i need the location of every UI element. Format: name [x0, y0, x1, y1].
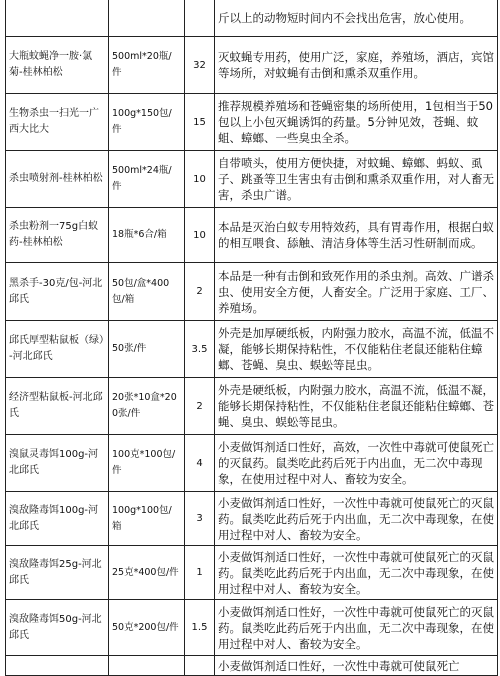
product-spec-cell: 25克*400包/件 [109, 546, 185, 600]
product-description-cell: 斤以上的动物短时间内不会找出危害，放心使用。 [215, 0, 498, 37]
product-spec-cell: 500ml*24瓶/件 [109, 151, 185, 208]
product-price-cell: 1.5 [185, 600, 215, 656]
product-price-cell: 32 [185, 37, 215, 94]
product-price-cell: 10 [185, 208, 215, 263]
product-description-cell: 灭蚊蝇专用药，使用广泛，家庭，养殖场，酒店，宾馆等场所，对蚊蝇有击倒和熏杀双重作用。 [215, 37, 498, 94]
product-name-cell: 溴敌隆毒饵100g-河北邱氏 [6, 492, 109, 546]
product-description-cell: 推荐规模养殖场和苍蝇密集的场所使用，1包相当于50包以上小包灭蝇诱饵的药量。5分钟见效，苍蝇、蚊蛆、蟑螂、一些臭虫全杀。 [215, 94, 498, 151]
product-price-cell: 1 [185, 546, 215, 600]
product-description-cell: 本品是一种有击倒和致死作用的杀虫剂。高效、广谱杀虫、使用安全方便，人畜安全。广泛用于家庭、工厂、养殖场。 [215, 263, 498, 321]
table-row [6, 0, 498, 37]
product-spec-cell [109, 656, 185, 676]
product-price-cell: 3.5 [185, 321, 215, 378]
product-name-cell: 杀虫喷射剂-桂林柏松 [6, 151, 109, 208]
product-price-cell [185, 0, 215, 37]
product-name-cell: 大瓶蚊蝇净一胺·氯菊-桂林柏松 [6, 37, 109, 94]
product-table [5, 0, 498, 676]
table-row [6, 546, 498, 600]
product-name-cell: 生物杀虫一扫光一广西大比大 [6, 94, 109, 151]
product-spec-cell: 20张*10盒*200张/件 [109, 378, 185, 435]
product-name-cell: 溴敌隆毒饵25g-河北邱氏 [6, 546, 109, 600]
product-price-cell: 15 [185, 94, 215, 151]
table-row [6, 600, 498, 656]
product-spec-cell: 50张/件 [109, 321, 185, 378]
product-name-cell: 杀虫粉剂一75g白蚁药-桂林柏松 [6, 208, 109, 263]
product-description-cell: 外壳是硬纸板，内附强力胶水，高温不流，低温不凝，能够长期保持粘性，不仅能粘住老鼠还能粘住蟑螂、苍蝇、臭虫、蜈蚣等昆虫。 [215, 378, 498, 435]
table-row [6, 151, 498, 208]
table-row [6, 263, 498, 321]
product-price-cell: 2 [185, 263, 215, 321]
product-spec-cell [109, 0, 185, 37]
product-description-cell: 小麦做饵剂适口性好，一次性中毒就可使鼠死亡的灭鼠药。鼠类吃此药后死于内出血，无二次中毒现象，在使用过程中对人、畜较为安全。 [215, 492, 498, 546]
table-row [6, 435, 498, 492]
product-price-cell: 3 [185, 492, 215, 546]
product-description-cell: 本品是灭治白蚁专用特效药，具有胃毒作用，根据白蚁的相互喂食、舔触、清洁身体等生活习性研制而成。 [215, 208, 498, 263]
table-row [6, 321, 498, 378]
table-row [6, 656, 498, 676]
product-description-cell: 小麦做饵剂适口性好，一次性中毒就可使鼠死亡的灭鼠药。鼠类吃此药后死于内出血，无二次中毒现象，在使用过程中对人、畜较为安全。 [215, 600, 498, 656]
product-description-cell: 小麦做饵剂适口性好，一次性中毒就可使鼠死亡 [215, 656, 498, 676]
product-spec-cell: 50包/盒*400包/箱 [109, 263, 185, 321]
product-spec-cell: 500ml*20瓶/件 [109, 37, 185, 94]
product-price-cell: 4 [185, 435, 215, 492]
product-spec-cell: 50克*200包/件 [109, 600, 185, 656]
product-spec-cell: 100g*100包/箱 [109, 492, 185, 546]
product-name-cell: 溴鼠灵毒饵100g-河北邱氏 [6, 435, 109, 492]
product-spec-cell: 100克*100包/件 [109, 435, 185, 492]
table-row [6, 94, 498, 151]
product-description-cell: 小麦做饵剂适口性好，高效，一次性中毒就可使鼠死亡的灭鼠药。鼠类吃此药后死于内出血，无二次中毒现象，在使用过程中对人、畜较为安全。 [215, 435, 498, 492]
product-description-cell: 小麦做饵剂适口性好，一次性中毒就可使鼠死亡的灭鼠药。鼠类吃此药后死于内出血，无二次中毒现象，在使用过程中对人、畜较为安全。 [215, 546, 498, 600]
product-spec-cell: 18瓶*6合/箱 [109, 208, 185, 263]
product-price-cell: 2 [185, 378, 215, 435]
product-name-cell: 溴敌隆毒饵50g-河北邱氏 [6, 600, 109, 656]
table-row [6, 492, 498, 546]
product-price-cell: 10 [185, 151, 215, 208]
table-row [6, 378, 498, 435]
product-description-cell: 自带喷头，使用方便快捷，对蚊蝇、蟑螂、蚂蚁、虱子、跳蚤等卫生害虫有击倒和熏杀双重作用，对人畜无害，杀虫广谱。 [215, 151, 498, 208]
product-price-cell [185, 656, 215, 676]
product-table-body [6, 0, 498, 676]
product-name-cell: 黑杀手-30克/包-河北邱氏 [6, 263, 109, 321]
table-row [6, 37, 498, 94]
product-name-cell [6, 0, 109, 37]
product-description-cell: 外壳是加厚硬纸板，内附强力胶水，高温不流，低温不凝，能够长期保持粘性，不仅能粘住老鼠还能粘住蟑螂、苍蝇、臭虫、蜈蚣等昆虫。 [215, 321, 498, 378]
product-name-cell: 经济型粘鼠板-河北邱氏 [6, 378, 109, 435]
table-row [6, 208, 498, 263]
product-name-cell [6, 656, 109, 676]
product-name-cell: 邱氏厚型粘鼠板（绿）-河北邱氏 [6, 321, 109, 378]
product-spec-cell: 100g*150包/件 [109, 94, 185, 151]
